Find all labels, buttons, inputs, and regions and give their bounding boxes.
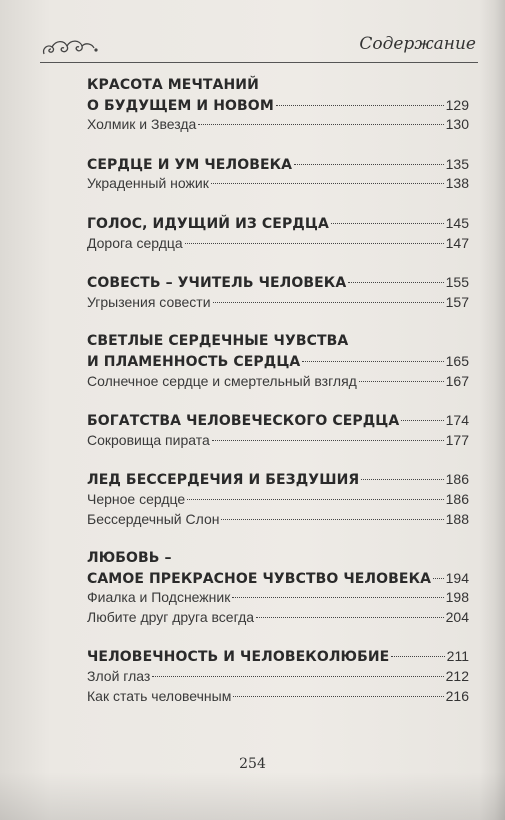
- entry-title: Как стать человечным: [87, 687, 232, 704]
- entry-title: Украденный ножик: [87, 175, 209, 192]
- section-heading: СЕРДЦЕ И УМ ЧЕЛОВЕКА: [87, 156, 293, 173]
- page-reference: 188: [445, 510, 469, 527]
- table-of-contents: [87, 76, 469, 726]
- page-reference: 211: [446, 648, 469, 665]
- toc-heading-row: [87, 470, 469, 490]
- toc-entry-row: [87, 431, 469, 451]
- page-reference: 216: [445, 687, 469, 704]
- entry-title: Любите друг друга всегда: [87, 608, 255, 625]
- dot-leader: [294, 164, 444, 165]
- toc-section: [87, 273, 469, 312]
- dot-leader: [359, 381, 444, 382]
- toc-heading-row: [87, 332, 469, 352]
- toc-heading-row: [87, 647, 469, 667]
- section-heading: ЛЮБОВЬ –: [87, 550, 172, 567]
- dot-leader: [361, 479, 443, 480]
- dot-leader: [348, 282, 443, 283]
- toc-section: [87, 647, 469, 706]
- toc-section: [87, 76, 469, 135]
- page-reference: 198: [445, 589, 469, 606]
- page-number: 254: [239, 756, 266, 772]
- toc-section: [87, 549, 469, 627]
- page-reference: 135: [445, 155, 469, 172]
- page-reference: 155: [445, 274, 469, 291]
- toc-heading-row: [87, 214, 469, 234]
- toc-entry-row: [87, 293, 469, 313]
- page-reference: 212: [445, 668, 469, 685]
- toc-entry-row: [87, 687, 469, 707]
- dot-leader: [198, 124, 443, 125]
- toc-entry-row: [87, 174, 469, 194]
- entry-title: Угрызения совести: [87, 293, 211, 310]
- dot-leader: [302, 361, 443, 362]
- toc-section: [87, 332, 469, 391]
- dot-leader: [433, 578, 444, 579]
- dot-leader: [256, 617, 444, 618]
- section-heading: О БУДУЩЕМ И НОВОМ: [87, 97, 274, 114]
- page-reference: 177: [445, 431, 469, 448]
- page-reference: 204: [445, 608, 469, 625]
- toc-entry-row: [87, 372, 469, 392]
- dot-leader: [391, 656, 444, 657]
- section-heading: СОВЕСТЬ – УЧИТЕЛЬ ЧЕЛОВЕКА: [87, 275, 347, 292]
- toc-heading-row: [87, 273, 469, 293]
- toc-entry-row: [87, 667, 469, 687]
- toc-heading-row: [87, 352, 469, 372]
- section-heading: БОГАТСТВА ЧЕЛОВЕЧЕСКОГО СЕРДЦА: [87, 413, 400, 430]
- page-reference: 165: [445, 352, 469, 369]
- toc-entry-row: [87, 490, 469, 510]
- toc-section: [87, 470, 469, 529]
- toc-section: [87, 214, 469, 253]
- dot-leader: [212, 440, 444, 441]
- page-reference: 167: [445, 372, 469, 389]
- dot-leader: [185, 243, 444, 244]
- header-rule: [40, 62, 478, 63]
- swirl-ornament-icon: [40, 34, 100, 60]
- toc-heading-row: [87, 76, 469, 96]
- toc-heading-row: [87, 96, 469, 116]
- section-heading: ЧЕЛОВЕЧНОСТЬ И ЧЕЛОВЕКОЛЮБИЕ: [87, 649, 390, 666]
- section-heading: КРАСОТА МЕЧТАНИЙ: [87, 77, 259, 93]
- running-header: [40, 30, 478, 64]
- page-reference: 186: [445, 490, 469, 507]
- dot-leader: [187, 499, 443, 500]
- page-reference: 174: [445, 412, 469, 429]
- toc-section: [87, 411, 469, 450]
- section-heading: И ПЛАМЕННОСТЬ СЕРДЦА: [87, 353, 301, 370]
- entry-title: Солнечное сердце и смертельный взгляд: [87, 372, 357, 389]
- bottom-shadow: [0, 772, 505, 820]
- entry-title: Злой глаз: [87, 668, 151, 685]
- toc-entry-row: [87, 510, 469, 530]
- header-title: Содержание: [359, 34, 476, 54]
- page-reference: 130: [445, 116, 469, 133]
- page-reference: 145: [445, 214, 469, 231]
- page-reference: 147: [445, 234, 469, 251]
- entry-title: Фиалка и Подснежник: [87, 589, 231, 606]
- toc-entry-row: [87, 234, 469, 254]
- toc-entry-row: [87, 588, 469, 608]
- dot-leader: [221, 519, 443, 520]
- dot-leader: [331, 223, 444, 224]
- dot-leader: [276, 105, 444, 106]
- page-reference: 194: [445, 569, 469, 586]
- spine-shadow: [479, 0, 505, 820]
- entry-title: Сокровища пирата: [87, 431, 210, 448]
- toc-entry-row: [87, 115, 469, 135]
- toc-section: [87, 155, 469, 194]
- page-reference: 157: [445, 293, 469, 310]
- dot-leader: [233, 696, 443, 697]
- toc-heading-row: [87, 411, 469, 431]
- section-heading: САМОЕ ПРЕКРАСНОЕ ЧУВСТВО ЧЕЛОВЕКА: [87, 570, 432, 587]
- section-heading: СВЕТЛЫЕ СЕРДЕЧНЫЕ ЧУВСТВА: [87, 333, 349, 350]
- dot-leader: [211, 183, 444, 184]
- entry-title: Бессердечный Слон: [87, 510, 220, 527]
- section-heading: ГОЛОС, ИДУЩИЙ ИЗ СЕРДЦА: [87, 215, 329, 232]
- entry-title: Дорога сердца: [87, 234, 183, 251]
- page-reference: 138: [445, 175, 469, 192]
- dot-leader: [401, 420, 443, 421]
- toc-heading-row: [87, 549, 469, 569]
- toc-heading-row: [87, 569, 469, 589]
- page-reference: 129: [445, 96, 469, 113]
- section-heading: ЛЕД БЕССЕРДЕЧИЯ И БЕЗДУШИЯ: [87, 472, 360, 489]
- toc-heading-row: [87, 155, 469, 175]
- entry-title: Черное сердце: [87, 490, 186, 507]
- dot-leader: [152, 676, 443, 677]
- page-reference: 186: [445, 471, 469, 488]
- dot-leader: [232, 597, 443, 598]
- dot-leader: [213, 302, 444, 303]
- toc-entry-row: [87, 608, 469, 628]
- entry-title: Холмик и Звезда: [87, 116, 197, 133]
